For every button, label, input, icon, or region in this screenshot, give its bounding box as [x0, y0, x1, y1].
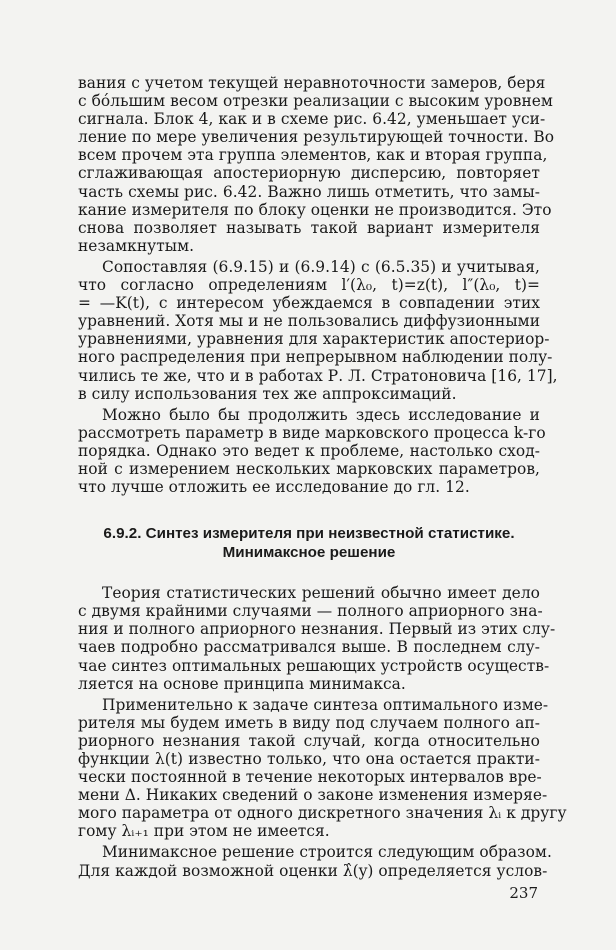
- text-line: снова позволяет называть такой вариант измерителя: [78, 218, 540, 237]
- paragraph-1: [78, 74, 555, 255]
- paragraph-6: [78, 843, 552, 880]
- text-line: сигнала. Блок 4, как и в схеме рис. 6.42, уменьшает уси-: [78, 110, 546, 129]
- text-line: чаев подробно рассматривался выше. В последнем слу-: [78, 638, 540, 657]
- paragraph-4: [78, 584, 556, 693]
- paragraph-3: [78, 405, 546, 497]
- text-line: порядка. Однако это ведет к проблеме, настолько сход-: [78, 441, 540, 460]
- text-line: в силу использования тех же аппроксимаций.: [78, 384, 457, 403]
- text-line: кание измерителя по блоку оценки не производится. Это: [78, 200, 552, 219]
- text-line: Применительно к задаче синтеза оптимального изме-: [102, 695, 549, 714]
- page-number: 237: [509, 884, 538, 902]
- text-line: чае синтез оптимальных решающих устройств осуществ-: [78, 656, 550, 675]
- text-line: ляется на основе принципа минимакса.: [78, 674, 406, 693]
- text-line: мени Δ. Никаких сведений о законе изменения измеряе-: [78, 786, 548, 805]
- text-line: незамкнутым.: [78, 236, 195, 255]
- text-line: функции λ(t) известно только, что она остается практи-: [78, 750, 540, 768]
- paragraph-5: [78, 695, 567, 841]
- text-line: с двумя крайними случаями — полного априорного зна-: [78, 602, 543, 621]
- text-line: уравнений. Хотя мы и не пользовались диффузионными: [78, 312, 540, 331]
- text-line: вания с учетом текущей неравноточности замеров, беря: [78, 74, 546, 92]
- section-heading-line-2: Минимаксное решение: [222, 544, 396, 562]
- text-line: риорного незнания такой случай, когда относительно: [78, 731, 540, 750]
- text-line: ного распределения при непрерывном наблюдении полу-: [78, 348, 553, 367]
- text-line: часть схемы рис. 6.42. Важно лишь отметить, что замы-: [78, 182, 540, 201]
- text-line: рассмотреть параметр в виде марковского процесса k-го: [78, 423, 546, 442]
- text-line: ния и полного априорного незнания. Первый из этих слу-: [78, 620, 556, 639]
- text-line: Минимаксное решение строится следующим образом.: [102, 843, 552, 862]
- text-line: Для каждой возможной оценки λ̂(y) определяется услов-: [78, 861, 548, 880]
- text-line: с бо́льшим весом отрезки реализации с высоким уровнем: [78, 92, 553, 111]
- text-line: Теория статистических решений обычно имеет дело: [102, 584, 540, 603]
- text-line: Сопоставляя (6.9.15) и (6.9.14) с (6.5.35) и учитывая,: [102, 257, 540, 276]
- text-line: уравнениями, уравнения для характеристик апостериор-: [78, 330, 550, 349]
- text-line: сглаживающая апостериорную дисперсию, повторяет: [78, 164, 540, 183]
- text-line: = —K(t), с интересом убеждаемся в совпадении этих: [78, 294, 540, 313]
- text-line: ление по мере увеличения результирующей точности. Во: [78, 128, 555, 147]
- paragraph-2: [78, 257, 558, 403]
- page-body: [78, 74, 567, 883]
- text-line: гому λᵢ₊₁ при этом не имеется.: [78, 822, 330, 841]
- text-line: что согласно определениям l′(λ₀, t)=z(t), l″(λ₀, t)=: [78, 276, 540, 295]
- text-line: рителя мы будем иметь в виду под случаем полного ап-: [78, 713, 540, 732]
- text-line: чились те же, что и в работах Р. Л. Стратоновича [16, 17],: [78, 366, 558, 385]
- text-line: всем прочем эта группа элементов, как и вторая группа,: [78, 146, 548, 165]
- section-heading-line-1: 6.9.2. Синтез измерителя при неизвестной статистике.: [103, 525, 515, 543]
- text-line: ной с измерением нескольких марковских параметров,: [78, 459, 540, 478]
- text-line: что лучше отложить ее исследование до гл. 12.: [78, 478, 470, 497]
- text-line: мого параметра от одного дискретного значения λᵢ к другу: [78, 804, 567, 823]
- text-line: чески постоянной в течение некоторых интервалов вре-: [78, 768, 542, 787]
- text-line: Можно было бы продолжить здесь исследование и: [102, 405, 540, 424]
- section-heading: [78, 524, 540, 562]
